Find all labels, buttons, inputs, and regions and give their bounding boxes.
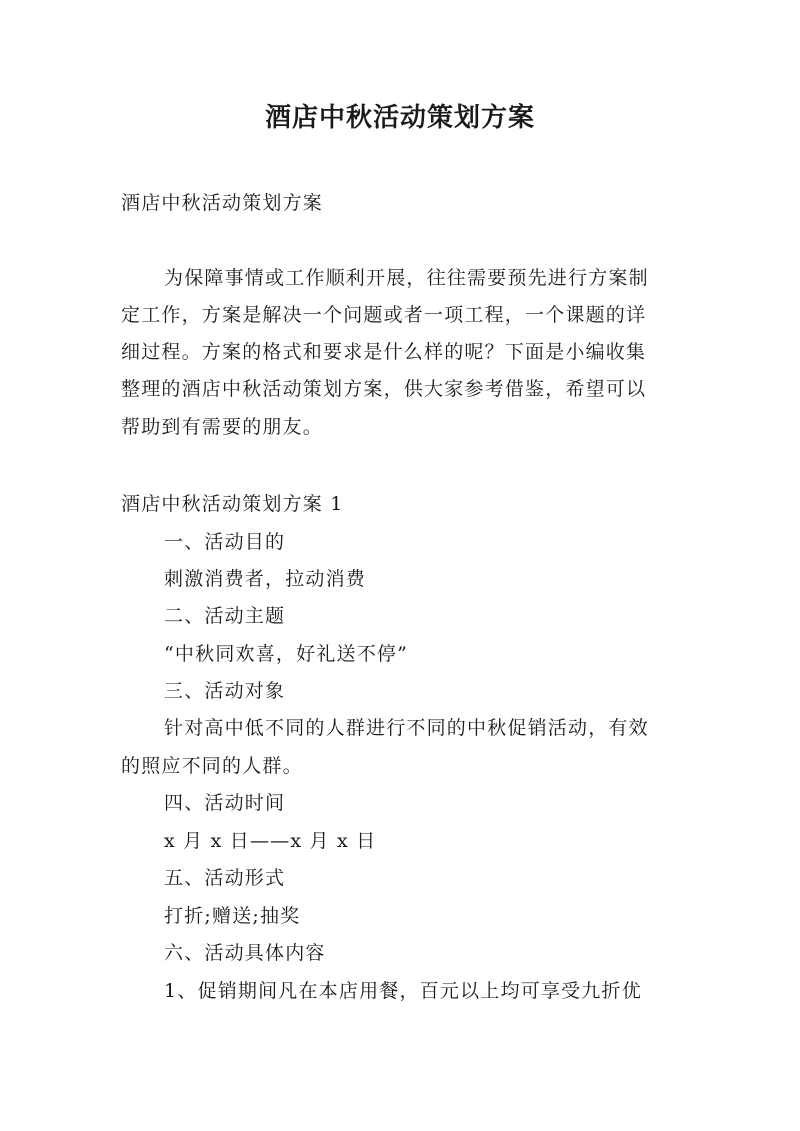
heading-content: 六、活动具体内容 (164, 942, 326, 964)
document-subtitle: 酒店中秋活动策划方案 (121, 192, 324, 214)
heading-time: 四、活动时间 (164, 792, 286, 814)
intro-line: 为保障事情或工作顺利开展，往往需要预先进行方案制 (164, 267, 649, 289)
body-line: 针对高中低不同的人群进行不同的中秋促销活动，有效 (164, 717, 649, 739)
intro-line: 整理的酒店中秋活动策划方案，供大家参考借鉴，希望可以 (121, 378, 647, 400)
body-line: 的照应不同的人群。 (121, 755, 303, 777)
body-line: 1、促销期间凡在本店用餐，百元以上均可享受九折优 (164, 980, 642, 1002)
heading-theme: 二、活动主题 (164, 605, 286, 627)
intro-line: 帮助到有需要的朋友。 (121, 416, 324, 438)
body-line: “中秋同欢喜，好礼送不停” (164, 643, 409, 665)
body-line: 刺激消费者，拉动消费 (164, 568, 367, 590)
document-title: 酒店中秋活动策划方案 (264, 103, 535, 133)
heading-audience: 三、活动对象 (164, 680, 286, 702)
body-line: x 月 x 日——x 月 x 日 (164, 830, 377, 852)
heading-purpose: 一、活动目的 (164, 531, 286, 553)
body-line: 打折;赠送;抽奖 (164, 905, 301, 927)
intro-line: 细过程。方案的格式和要求是什么样的呢？下面是小编收集 (121, 341, 647, 363)
heading-format: 五、活动形式 (164, 867, 286, 889)
section-title: 酒店中秋活动策划方案 1 (121, 493, 344, 515)
intro-line: 定工作，方案是解决一个问题或者一项工程，一个课题的详 (121, 304, 647, 326)
